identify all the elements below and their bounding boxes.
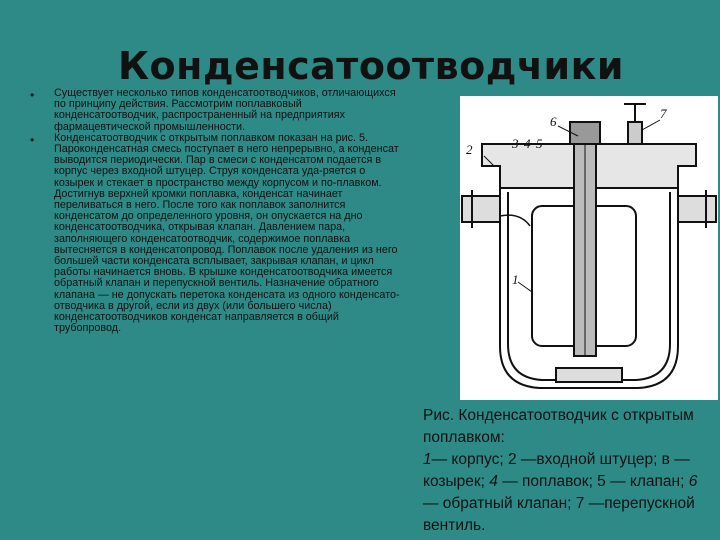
bullet-text: Конденсатоотводчик с открытым поплавком показан на рис. 5. Пароконденсатная смесь поступает в него непрерывно, а конденсат выводится периодически. Пар в смеси с конденсатом подается в корпус через входной штуцер. Струя конденсата уда-ряется о козырек и стекает в пространство между корпусом и по-плавком. Достигнув верхней кромки поплавка, конденсат начинает переливаться в него. После того как поплавок заполнится конденсатом до определенного уровня, он опускается на дно конденсатоотводчика, открывая клапан. Давлением пара, заполняющего конденсатоотводчик, содержимое поплавка вытесняется в конденсатопровод. Поплавок после удаления из него большей части конденсата всплывает, закрывая клапан, и цикл работы начинается вновь. В крышке конденсатоотводчика имеется обратный клапан и перепускной вентиль. Назначение обратного клапана — не допускать перетока конденсата из одного конденсато-отводчика в другой, если из двух (или большего числа) конденсатоотводчиков конденсат направляется в общий трубопровод.: [54, 131, 400, 335]
caption-number: 4: [489, 473, 498, 490]
bullet-item: [30, 133, 400, 335]
figure-caption: [423, 405, 713, 537]
bullet-list: [30, 88, 400, 334]
caption-number: 1: [423, 451, 432, 468]
diagram-drawing: [460, 96, 718, 400]
caption-text: — поплавок; 5 — клапан;: [497, 473, 689, 490]
bullet-item: [30, 88, 400, 133]
figure-label: 5: [536, 136, 543, 151]
figure-label: 1: [512, 272, 519, 287]
caption-text: — обратный клапан; 7 —перепускной вентиль.: [423, 495, 695, 534]
slide-title: Конденсатоотводчики: [118, 44, 625, 88]
caption-title: Рис. Конденсатоотводчик с открытым поплавком:: [423, 407, 694, 446]
figure-label: 2: [466, 142, 473, 157]
figure-label: 3: [512, 136, 519, 151]
figure-label: 7: [660, 106, 667, 121]
bullet-dot-icon: •: [30, 132, 35, 147]
figure-label: 6: [550, 114, 557, 129]
condensate-trap-diagram: [460, 96, 718, 400]
caption-text: — корпус; 2 —входной штуцер; в —козырек;: [423, 451, 690, 490]
figure-label: 4: [524, 136, 531, 151]
bullet-text: Существует несколько типов конденсатоотводчиков, отличающихся по принципу действия. Рассмотрим поплавковый конденсатоотводчик, распространенный на предприятиях фармацевтической промышленности.: [54, 87, 396, 133]
caption-number: 6: [688, 473, 698, 490]
bullet-dot-icon: •: [30, 88, 35, 102]
